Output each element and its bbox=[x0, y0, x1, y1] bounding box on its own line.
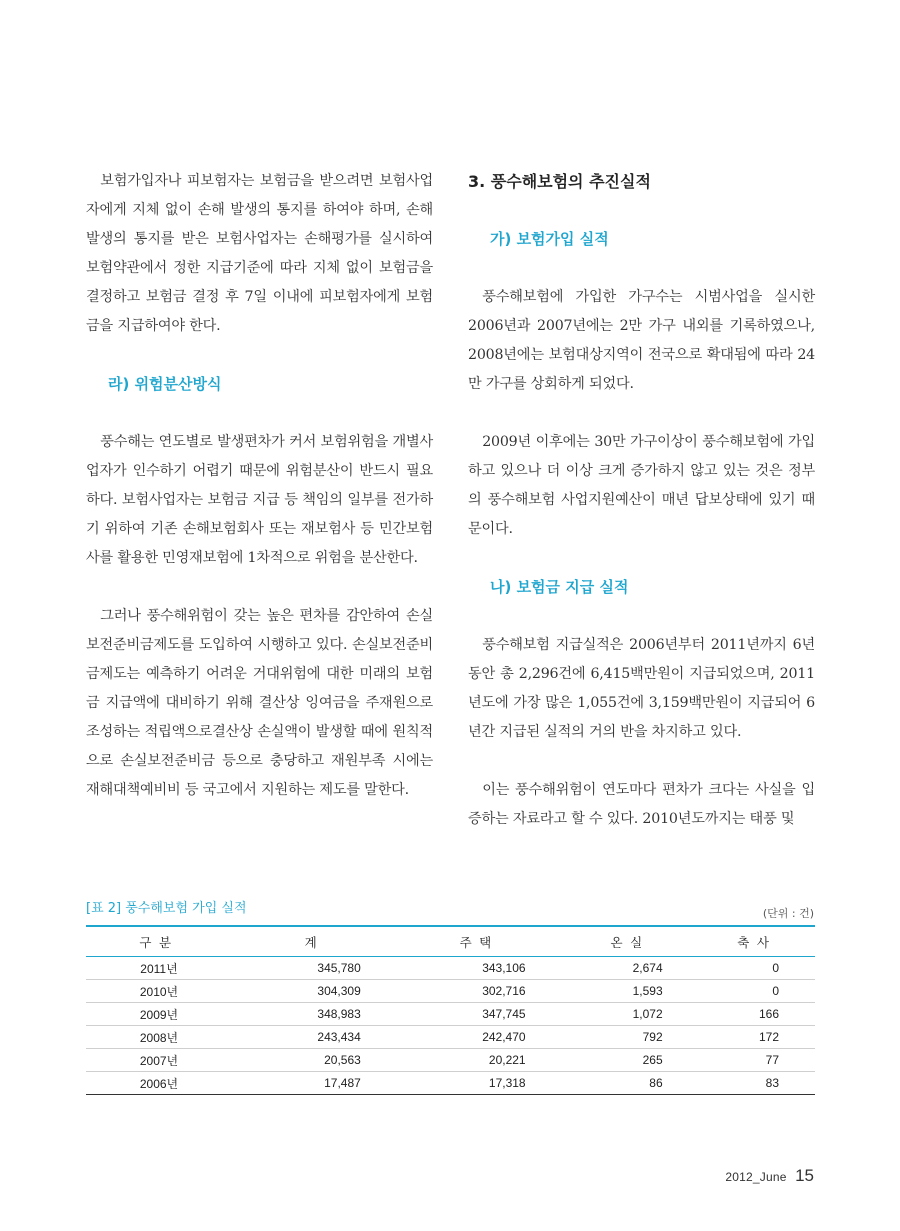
row-livestock: 0 bbox=[699, 957, 815, 980]
table-caption: [표 2] 풍수해보험 가입 실적 bbox=[86, 901, 247, 916]
row-total: 17,487 bbox=[324, 1076, 361, 1090]
subtitle-enrollment: 가) 보험가입 실적 bbox=[490, 230, 609, 248]
row-greenhouse: 1,072 bbox=[562, 1003, 699, 1026]
table-row bbox=[86, 1026, 815, 1049]
page-number: 15 bbox=[795, 1166, 814, 1185]
issue-label: 2012_June bbox=[725, 1170, 787, 1184]
row-housing: 302,716 bbox=[397, 980, 562, 1003]
row-housing: 242,470 bbox=[397, 1026, 562, 1049]
left-paragraph-1: 보험가입자나 피보험자는 보험금을 받으려면 보험사업자에게 지체 없이 손해 발생의 통지를 하여야 하며, 손해 발생의 통지를 받은 보험사업자는 손해평가를 실시하여 보험약관에서 정한 지급기준에 따라 지체 없이 보험금을 결정하고 보험금 결정 후 7일 이내에 피보험자에게 보험금을 지급하여야 한다. bbox=[86, 173, 433, 334]
row-livestock: 166 bbox=[699, 1003, 815, 1026]
left-column bbox=[86, 167, 433, 805]
left-paragraph-2: 풍수해는 연도별로 발생편차가 커서 보험위험을 개별사업자가 인수하기 어렵기 때문에 위험분산이 반드시 필요하다. 보험사업자는 보험금 지급 등 책임의 일부를 전가하기 위하여 기존 손해보험회사 또는 재보험사 등 민간보험사를 활용한 민영재보험에 1차적으로 위험을 분산한다. bbox=[86, 434, 433, 566]
section-title: 3. 풍수해보험의 추진실적 bbox=[468, 172, 651, 191]
right-paragraph-1: 풍수해보험에 가입한 가구수는 시범사업을 실시한 2006년과 2007년에는 2만 가구 내외를 기록하였으나, 2008년에는 보험대상지역이 전국으로 확대됨에 따라 24만 가구를 상회하게 되었다. bbox=[468, 289, 815, 392]
header-livestock: 축사 bbox=[699, 926, 815, 957]
left-paragraph-3: 그러나 풍수해위험이 갖는 높은 편차를 감안하여 손실보전준비금제도를 도입하여 시행하고 있다. 손실보전준비금제도는 예측하기 어려운 거대위험에 대한 미래의 보험금 지급액에 대비하기 위해 결산상 잉여금을 주재원으로 조성하는 적립액으로결산상 손실액이 발생할 때에 원칙적으로 손실보전준비금 등으로 충당하고 재원부족 시에는 재해대책예비비 등 국고에서 지원하는 제도를 말한다. bbox=[86, 608, 433, 798]
enrollment-table bbox=[86, 925, 815, 1095]
row-year: 2007년 bbox=[86, 1049, 232, 1072]
row-greenhouse: 792 bbox=[562, 1026, 699, 1049]
row-greenhouse: 2,674 bbox=[562, 957, 699, 980]
row-livestock: 0 bbox=[699, 980, 815, 1003]
table-unit: (단위 : 건) bbox=[762, 907, 814, 920]
row-housing: 343,106 bbox=[397, 957, 562, 980]
header-greenhouse: 온실 bbox=[562, 926, 699, 957]
row-total: 348,983 bbox=[232, 1003, 397, 1026]
row-livestock: 172 bbox=[699, 1026, 815, 1049]
header-housing: 주택 bbox=[397, 926, 562, 957]
right-paragraph-4: 이는 풍수해위험이 연도마다 편차가 크다는 사실을 입증하는 자료라고 할 수 있다. 2010년도까지는 태풍 및 bbox=[468, 782, 815, 827]
subtitle-risk-distribution: 라) 위험분산방식 bbox=[108, 375, 222, 393]
right-paragraph-3: 풍수해보험 지급실적은 2006년부터 2011년까지 6년 동안 총 2,296건에 6,415백만원이 지급되었으며, 2011년도에 가장 많은 1,055건에 3,159백만원이 지급되어 6년간 지급된 실적의 거의 반을 차지하고 있다. bbox=[468, 637, 815, 740]
header-category: 구분 bbox=[86, 926, 232, 957]
subtitle-payment: 나) 보험금 지급 실적 bbox=[490, 578, 629, 596]
row-year: 2010년 bbox=[86, 980, 232, 1003]
row-greenhouse: 86 bbox=[649, 1076, 663, 1090]
table-row bbox=[86, 980, 815, 1003]
header-total: 계 bbox=[232, 926, 397, 957]
table-row bbox=[86, 957, 815, 980]
row-greenhouse: 1,593 bbox=[562, 980, 699, 1003]
row-total: 304,309 bbox=[232, 980, 397, 1003]
row-year: 2008년 bbox=[86, 1026, 232, 1049]
table-row bbox=[86, 1049, 815, 1072]
right-paragraph-2: 2009년 이후에는 30만 가구이상이 풍수해보험에 가입하고 있으나 더 이상 크게 증가하지 않고 있는 것은 정부의 풍수해보험 사업지원예산이 매년 답보상태에 있기 때문이다. bbox=[468, 434, 815, 537]
right-column bbox=[468, 167, 815, 834]
page-footer bbox=[725, 1166, 814, 1186]
row-year: 2006년 bbox=[139, 1076, 179, 1091]
row-livestock: 83 bbox=[765, 1076, 779, 1090]
table-header-row bbox=[86, 926, 815, 957]
row-greenhouse: 265 bbox=[562, 1049, 699, 1072]
row-year: 2009년 bbox=[86, 1003, 232, 1026]
row-housing: 347,745 bbox=[397, 1003, 562, 1026]
row-livestock: 77 bbox=[699, 1049, 815, 1072]
table-row bbox=[86, 1072, 815, 1095]
row-housing: 20,221 bbox=[397, 1049, 562, 1072]
row-housing: 17,318 bbox=[488, 1076, 526, 1090]
row-total: 345,780 bbox=[232, 957, 397, 980]
row-total: 20,563 bbox=[232, 1049, 397, 1072]
row-total: 243,434 bbox=[232, 1026, 397, 1049]
table-row bbox=[86, 1003, 815, 1026]
row-year: 2011년 bbox=[86, 957, 232, 980]
